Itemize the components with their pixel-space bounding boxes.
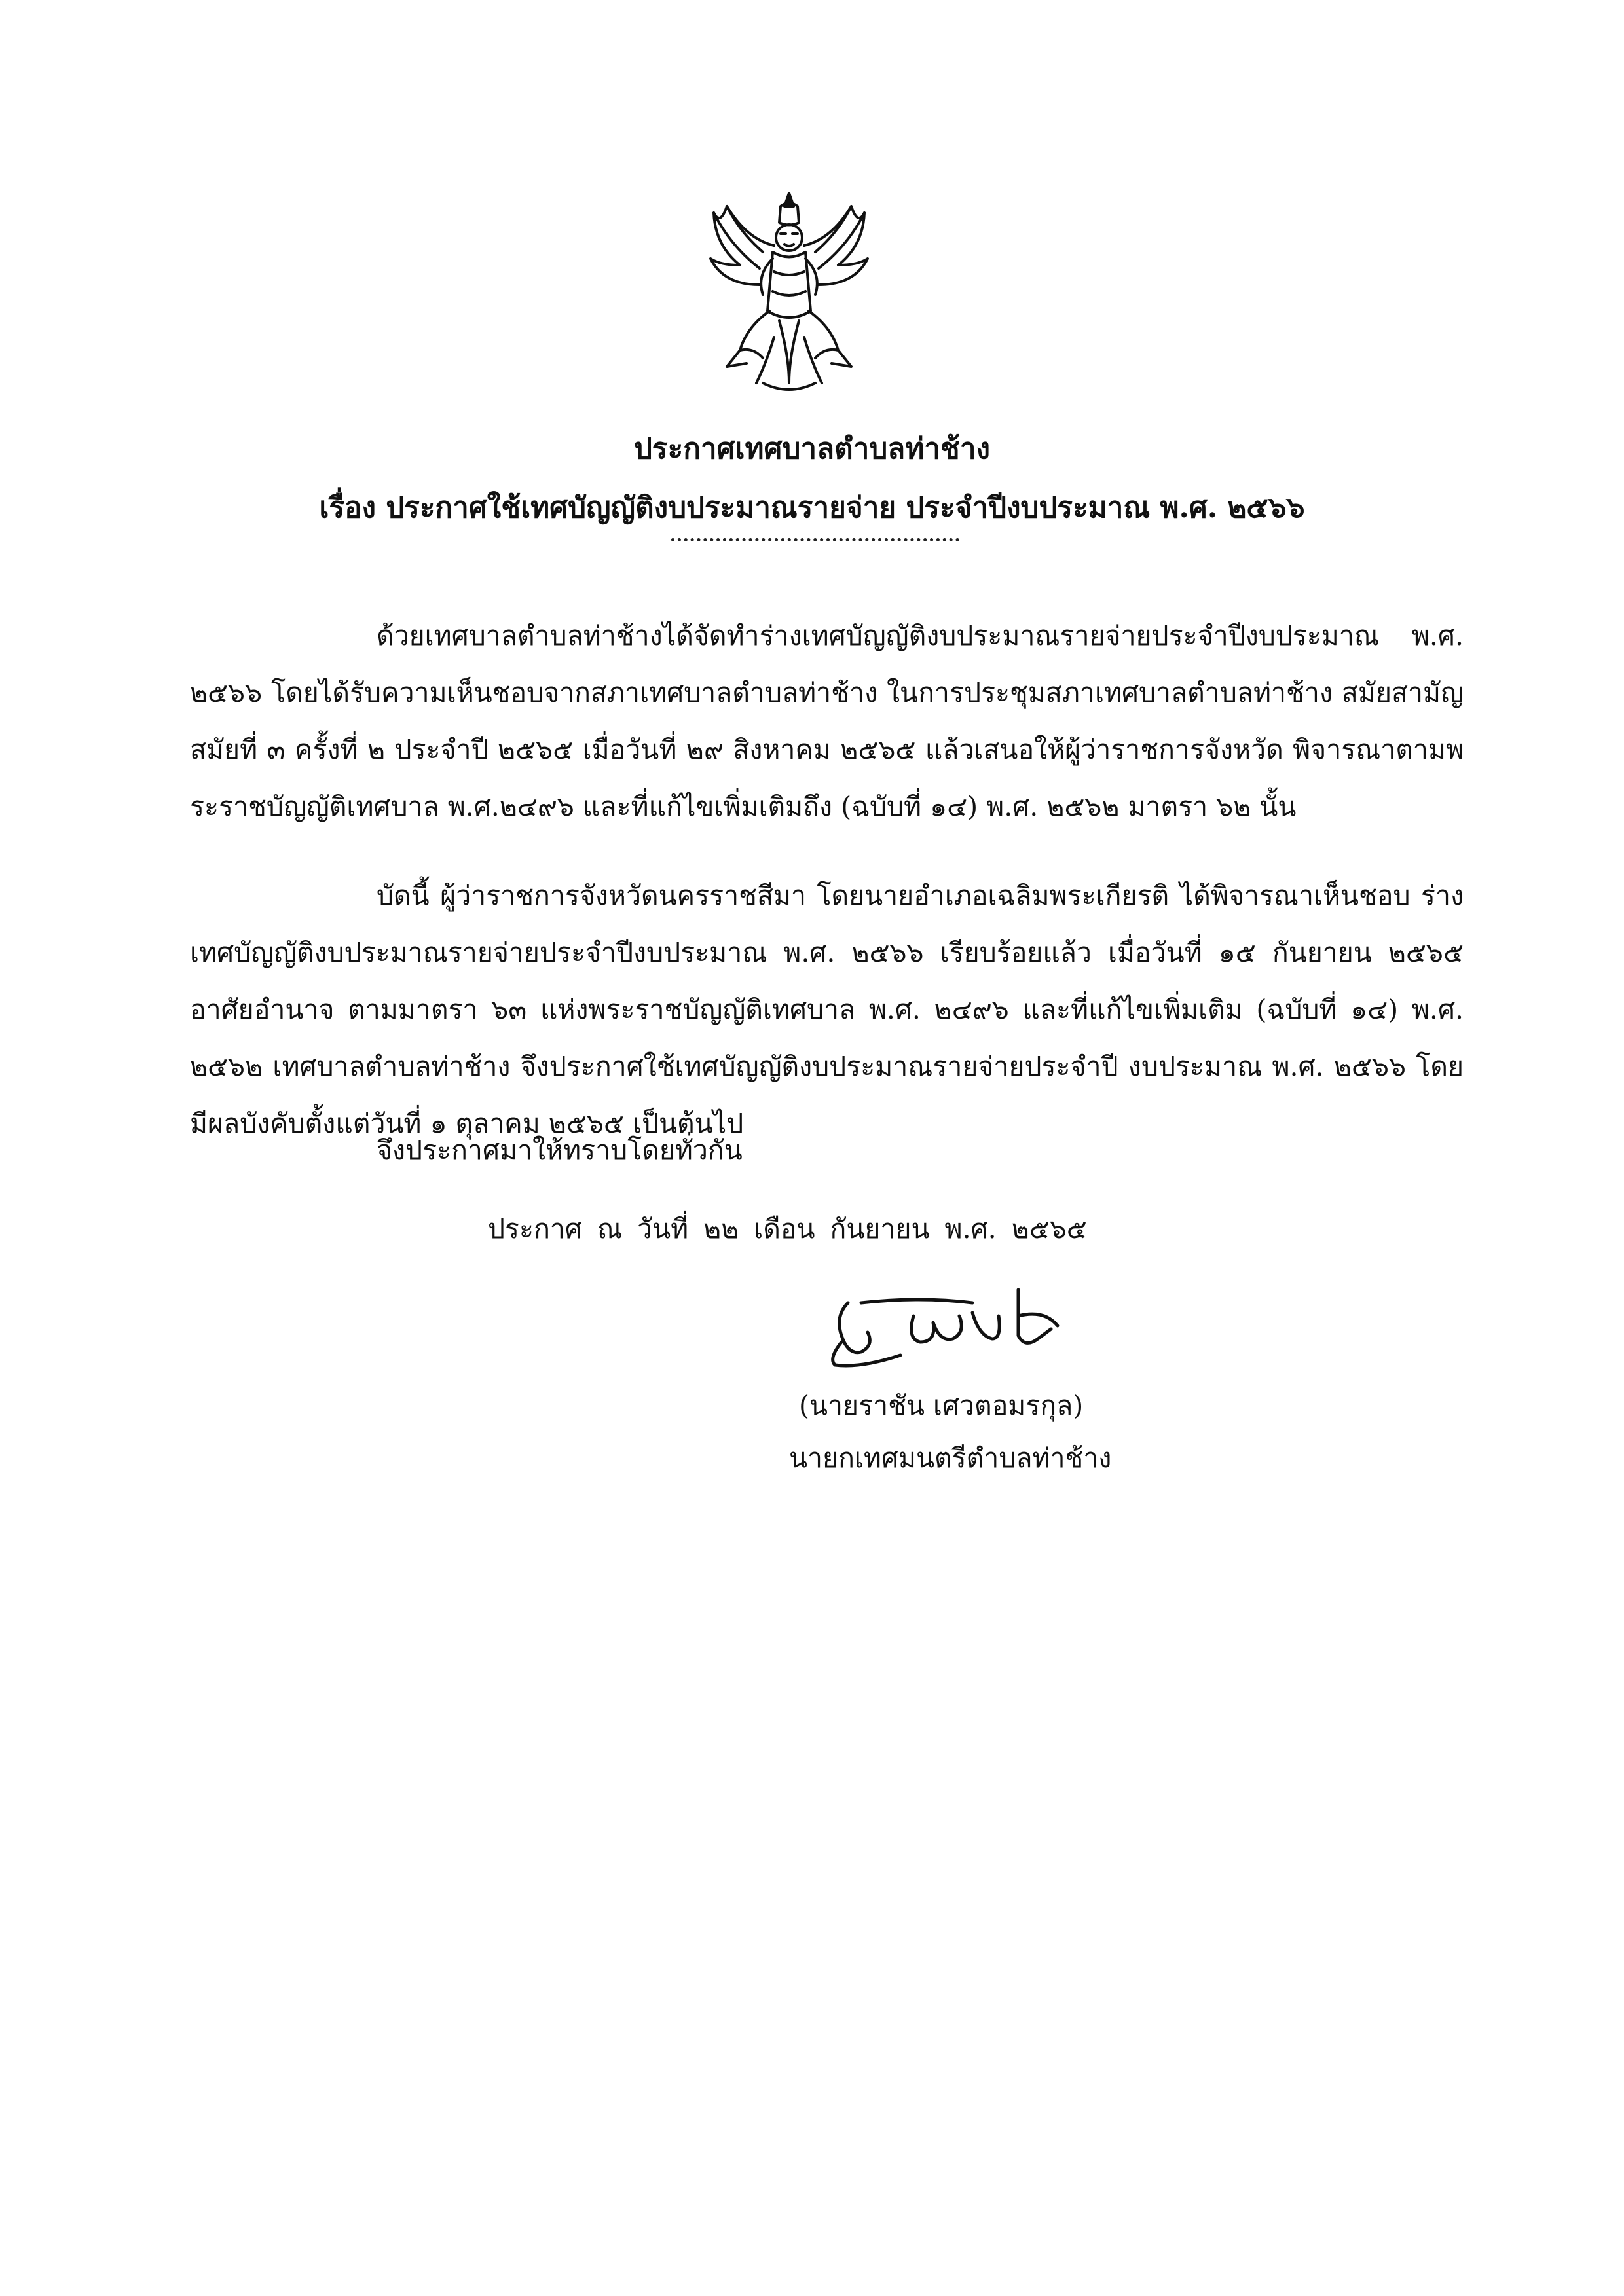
dotted-separator xyxy=(671,538,959,541)
document-subject: เรื่อง ประกาศใช้เทศบัญญัติงบประมาณรายจ่าย ประจำปีงบประมาณ พ.ศ. ๒๕๖๖ xyxy=(319,491,1305,524)
body-paragraph-3: จึงประกาศมาให้ทราบโดยทั่วกัน xyxy=(377,1135,743,1166)
body-paragraph-2: บัดนี้ ผู้ว่าราชการจังหวัดนครราชสีมา โดยนายอำเภอเฉลิมพระเกียรติ ได้พิจารณาเห็นชอบ ร่างเทศบัญญัติงบประมาณรายจ่ายประจำปีงบประมาณ พ.ศ. ๒๕๖๖ เรียบร้อยแล้ว เมื่อวันที่ ๑๕ กันยายน ๒๕๖๕ อาศัยอำนาจ ตามมาตรา ๖๓ แห่งพระราชบัญญัติเทศบาล พ.ศ. ๒๔๙๖ และที่แก้ไขเพิ่มเติม (ฉบับที่ ๑๔) พ.ศ. ๒๕๖๒ เทศบาลตำบลท่าช้าง จึงประกาศใช้เทศบัญญัติงบประมาณรายจ่ายประจำปี งบประมาณ พ.ศ. ๒๕๖๖ โดยมีผลบังคับตั้งแต่วันที่ ๑ ตุลาคม ๒๕๖๕ เป็นต้นไป xyxy=(190,880,1464,1139)
signer-title: นายกเทศมนตรีตำบลท่าช้าง xyxy=(789,1442,1112,1474)
body-paragraph-1: ด้วยเทศบาลตำบลท่าช้างได้จัดทำร่างเทศบัญญัติงบประมาณรายจ่ายประจำปีงบประมาณ พ.ศ. ๒๕๖๖ โดยได้รับความเห็นชอบจากสภาเทศบาลตำบลท่าช้าง ในการประชุมสภาเทศบาลตำบลท่าช้าง สมัยสามัญ สมัยที่ ๓ ครั้งที่ ๒ ประจำปี ๒๕๖๕ เมื่อวันที่ ๒๙ สิงหาคม ๒๕๖๕ แล้วเสนอให้ผู้ว่าราชการจังหวัด พิจารณาตามพระราชบัญญัติเทศบาล พ.ศ.๒๔๙๖ และที่แก้ไขเพิ่มเติมถึง (ฉบับที่ ๑๔) พ.ศ. ๒๕๖๒ มาตรา ๖๒ นั้น xyxy=(190,620,1464,822)
signer-name: (นายราชัน เศวตอมรกุล) xyxy=(799,1390,1084,1421)
handwritten-signature xyxy=(822,1277,1097,1375)
announcement-date: ประกาศ ณ วันที่ ๒๒ เดือน กันยายน พ.ศ. ๒๕๖๕ xyxy=(488,1213,1087,1245)
document-title: ประกาศเทศบาลตำบลท่าช้าง xyxy=(634,432,990,465)
garuda-emblem-icon xyxy=(701,187,877,406)
